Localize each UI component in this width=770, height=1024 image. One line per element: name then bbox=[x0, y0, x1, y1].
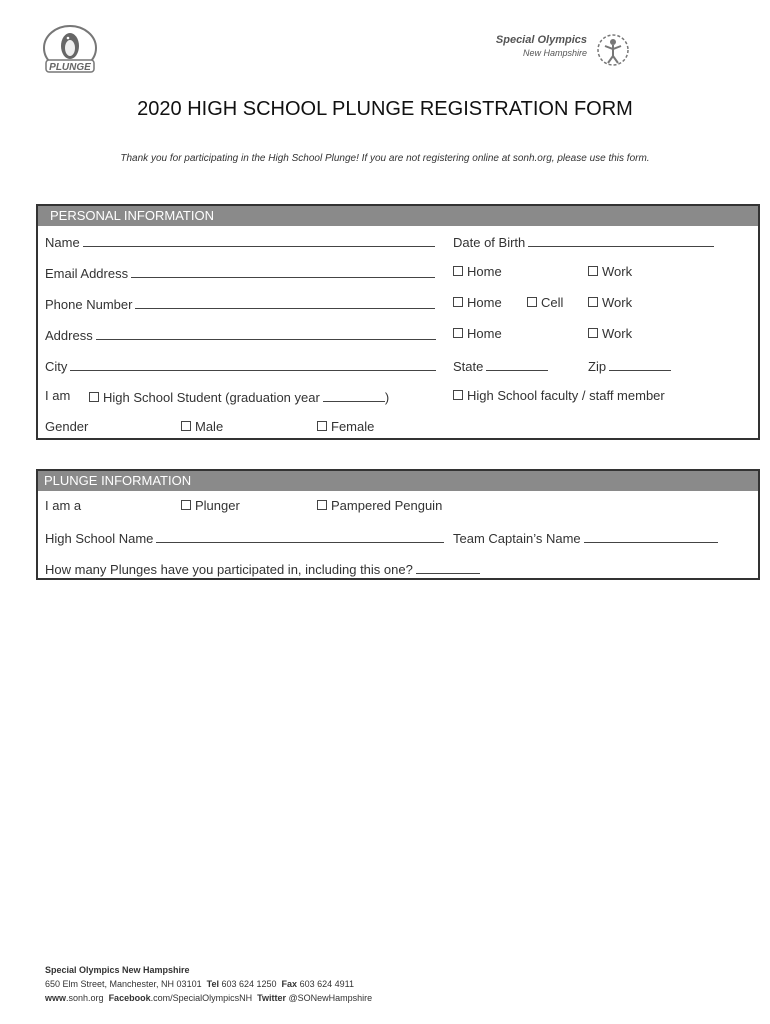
so-logo-line1: Special Olympics bbox=[495, 34, 587, 46]
phone-work-checkbox[interactable]: Work bbox=[588, 295, 632, 310]
plunge-information-section bbox=[36, 469, 760, 580]
zip-label: Zip bbox=[588, 359, 607, 374]
zip-field[interactable] bbox=[588, 357, 671, 374]
i-am-label: I am bbox=[45, 388, 71, 403]
email-label: Email Address bbox=[45, 266, 129, 281]
email-field[interactable] bbox=[45, 264, 435, 281]
gender-male-checkbox[interactable]: Male bbox=[181, 419, 223, 434]
form-title: 2020 HIGH SCHOOL PLUNGE REGISTRATION FORM bbox=[137, 98, 633, 120]
plunges-count-field[interactable] bbox=[45, 560, 480, 577]
facebook-link[interactable]: Facebook bbox=[108, 993, 151, 1003]
special-olympics-nh-logo bbox=[490, 32, 635, 70]
plunges-count-label: How many Plunges have you participated in, including this one? bbox=[45, 562, 413, 577]
section-header: PLUNGE INFORMATION bbox=[38, 471, 758, 491]
form-subtitle: Thank you for participating in the High School Plunge! If you are not registering online at sonh.org, please use this form. bbox=[120, 153, 650, 164]
twitter-link[interactable]: Twitter bbox=[257, 993, 286, 1003]
so-logo-line2: New Hampshire bbox=[522, 48, 587, 58]
phone-field[interactable] bbox=[45, 295, 435, 312]
dob-label: Date of Birth bbox=[453, 235, 526, 250]
email-work-checkbox[interactable]: Work bbox=[588, 264, 632, 279]
svg-text:PLUNGE: PLUNGE bbox=[49, 62, 91, 73]
city-label: City bbox=[45, 359, 68, 374]
team-captain-label: Team Captain’s Name bbox=[453, 531, 581, 546]
address-field[interactable] bbox=[45, 326, 436, 343]
name-label: Name bbox=[45, 235, 80, 250]
personal-information-section bbox=[36, 204, 760, 440]
email-home-checkbox[interactable]: Home bbox=[453, 264, 502, 279]
state-field[interactable] bbox=[453, 357, 548, 374]
hs-student-checkbox[interactable]: High School Student (graduation year ) bbox=[89, 388, 389, 405]
special-olympics-figure-icon bbox=[595, 32, 631, 68]
address-home-checkbox[interactable]: Home bbox=[453, 326, 502, 341]
footer-web: www.sonh.org Facebook.com/SpecialOlympicsNH Twitter @SONewHampshire bbox=[45, 993, 373, 1003]
plunge-logo bbox=[40, 24, 100, 76]
address-work-checkbox[interactable]: Work bbox=[588, 326, 632, 341]
footer-contact: 650 Elm Street, Manchester, NH 03101 Tel 603 624 1250 Fax 603 624 4911 bbox=[45, 979, 354, 989]
gender-label: Gender bbox=[45, 419, 89, 434]
i-am-a-label: I am a bbox=[45, 498, 82, 513]
footer-org: Special Olympics New Hampshire bbox=[45, 965, 190, 975]
city-field[interactable] bbox=[45, 357, 436, 374]
phone-label: Phone Number bbox=[45, 297, 133, 312]
team-captain-field[interactable] bbox=[453, 529, 718, 546]
high-school-name-field[interactable] bbox=[45, 529, 444, 546]
plunger-checkbox[interactable]: Plunger bbox=[181, 498, 240, 513]
address-label: Address bbox=[45, 328, 93, 343]
phone-cell-checkbox[interactable]: Cell bbox=[527, 295, 563, 310]
date-of-birth-field[interactable] bbox=[453, 233, 714, 250]
hs-faculty-checkbox[interactable]: High School faculty / staff member bbox=[453, 388, 665, 403]
section-header: PERSONAL INFORMATION bbox=[38, 206, 758, 226]
phone-home-checkbox[interactable]: Home bbox=[453, 295, 502, 310]
gender-female-checkbox[interactable]: Female bbox=[317, 419, 374, 434]
website-link[interactable]: www bbox=[45, 993, 67, 1003]
pampered-penguin-checkbox[interactable]: Pampered Penguin bbox=[317, 498, 442, 513]
high-school-label: High School Name bbox=[45, 531, 154, 546]
name-field[interactable] bbox=[45, 233, 435, 250]
state-label: State bbox=[453, 359, 484, 374]
